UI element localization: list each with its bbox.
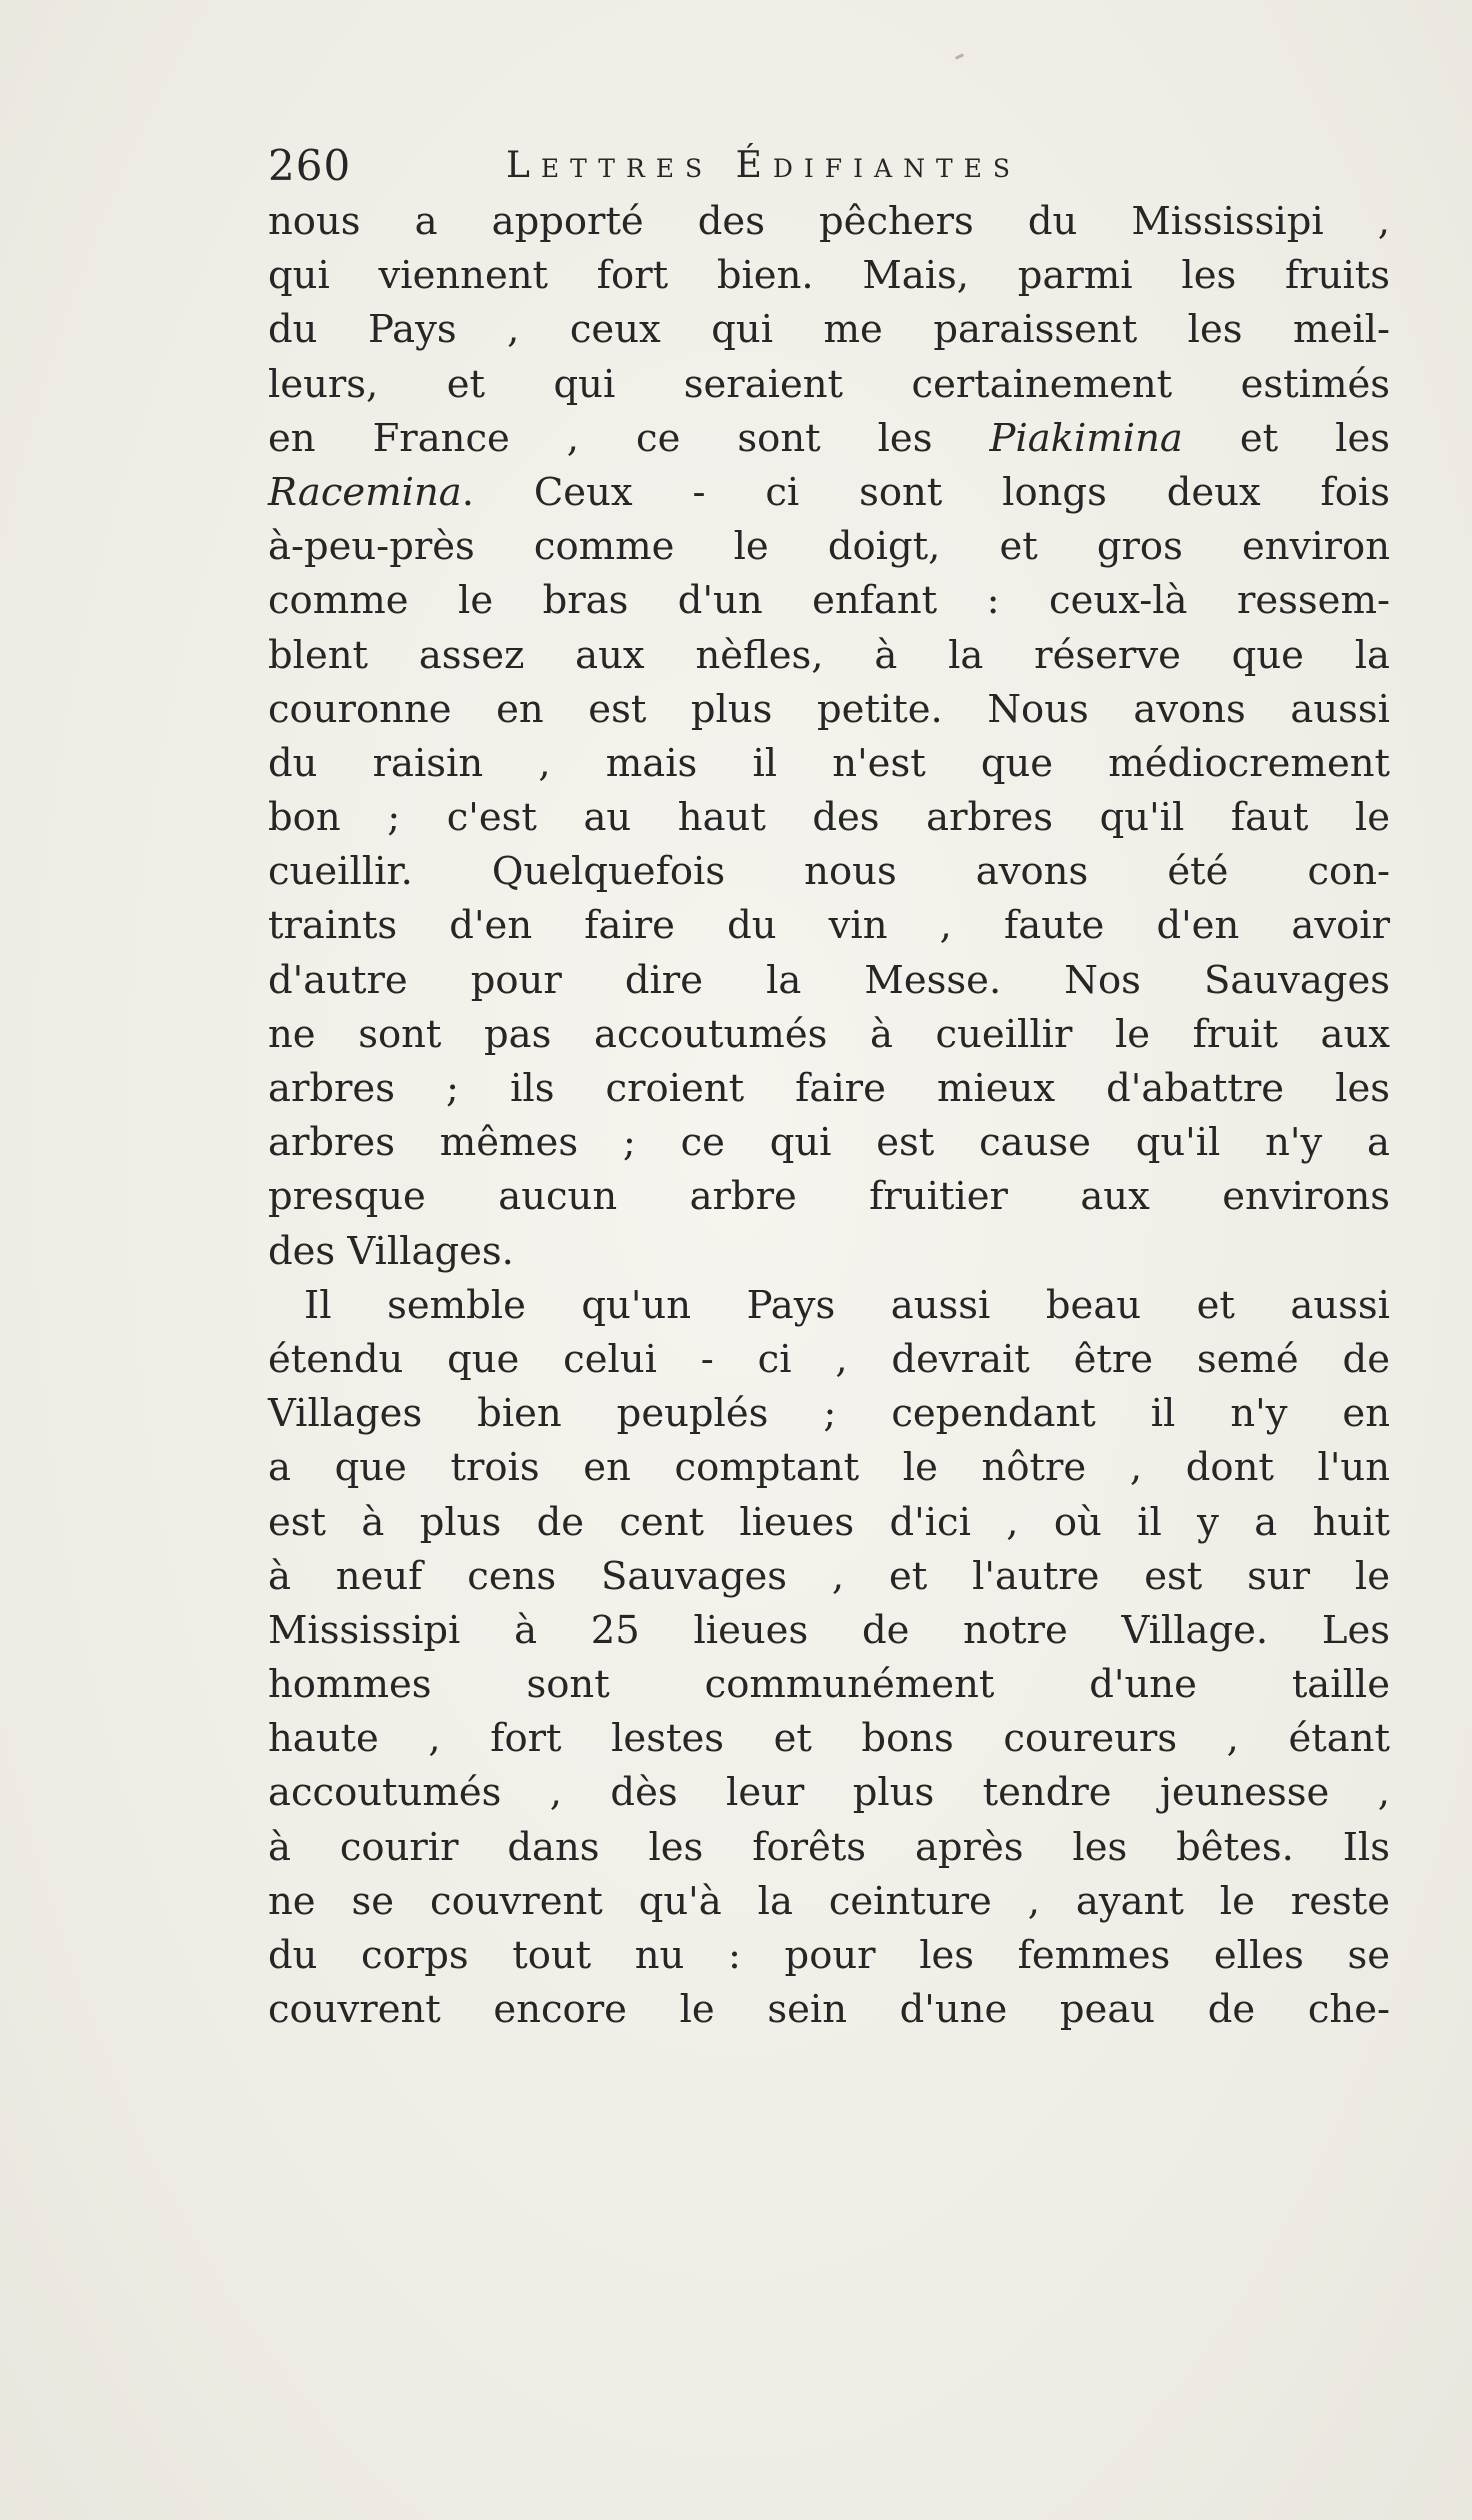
text-line-10: couronne en est plus petite. Nous avons aussi [268, 686, 1390, 732]
text-line-32: ne se couvrent qu'à la ceinture , ayant le reste [268, 1878, 1390, 1924]
text-line-1: nous a apporté des pêchers du Mississipi , [268, 199, 1390, 244]
text-line-17: arbres ; ils croient faire mieux d'abattre les [268, 1066, 1390, 1111]
text-line-19: presque aucun arbre fruitier aux environs [268, 1174, 1390, 1220]
text-line-25: est à plus de cent lieues d'ici , où il y a huit [268, 1499, 1390, 1545]
text-line-30: accoutumés , dès leur plus tendre jeunesse , [268, 1770, 1390, 1816]
text-line-2: qui viennent fort bien. Mais, parmi les fruits [268, 253, 1390, 299]
page-header [268, 138, 1388, 194]
text-line-28: hommes sont communément d'une taille [268, 1662, 1390, 1708]
text-line-24: a que trois en comptant le nôtre , dont l'un [268, 1445, 1390, 1491]
italic-term-racemina: Racemina [268, 469, 462, 515]
text-line-29: haute , fort lestes et bons coureurs , étant [268, 1716, 1390, 1762]
paper-speck [955, 53, 964, 60]
text-line-22: étendu que celui - ci , devrait être semé de [268, 1336, 1390, 1382]
text-line-23: Villages bien peuplés ; cependant il n'y en [268, 1391, 1390, 1437]
text-line-26: à neuf cens Sauvages , et l'autre est sur le [268, 1553, 1390, 1599]
running-title: Lettres Édifiantes [506, 145, 1022, 186]
text-line-34: couvrent encore le sein d'une peau de che- [268, 1987, 1390, 2033]
text-line-4: leurs, et qui seraient certainement estimés [268, 361, 1390, 407]
text-line-7: à-peu-près comme le doigt, et gros environ [268, 524, 1390, 570]
italic-term-piakimina: Piakimina [989, 415, 1183, 461]
text-line-5: en France , ce sont les Piakimina et les [268, 415, 1390, 461]
text-line-33: du corps tout nu : pour les femmes elles se [268, 1933, 1390, 1978]
text-line-6: Racemina. Ceux - ci sont longs deux fois [268, 469, 1390, 515]
text-line-15: d'autre pour dire la Messe. Nos Sauvages [268, 957, 1390, 1003]
text-line-14: traints d'en faire du vin , faute d'en avoir [268, 903, 1390, 949]
text-line-21: Il semble qu'un Pays aussi beau et aussi [304, 1282, 1390, 1328]
text-line-31: à courir dans les forêts après les bêtes. Ils [268, 1824, 1390, 1870]
text-line-13: cueillir. Quelquefois nous avons été con- [268, 849, 1390, 895]
text-line-11: du raisin , mais il n'est que médiocrement [268, 740, 1390, 786]
text-line-9: blent assez aux nèfles, à la réserve que la [268, 632, 1390, 678]
text-line-18: arbres mêmes ; ce qui est cause qu'il n'y a [268, 1120, 1390, 1166]
page-number: 260 [268, 141, 352, 190]
text-line-20: des Villages. [268, 1228, 514, 1274]
body-text [268, 195, 1390, 2037]
text-line-27: Mississipi à 25 lieues de notre Village. Les [268, 1607, 1390, 1653]
text-line-8: comme le bras d'un enfant : ceux-là ressem- [268, 578, 1390, 624]
text-line-16: ne sont pas accoutumés à cueillir le fruit aux [268, 1011, 1390, 1057]
text-line-3: du Pays , ceux qui me paraissent les meil- [268, 307, 1390, 353]
text-line-12: bon ; c'est au haut des arbres qu'il faut le [268, 795, 1390, 841]
